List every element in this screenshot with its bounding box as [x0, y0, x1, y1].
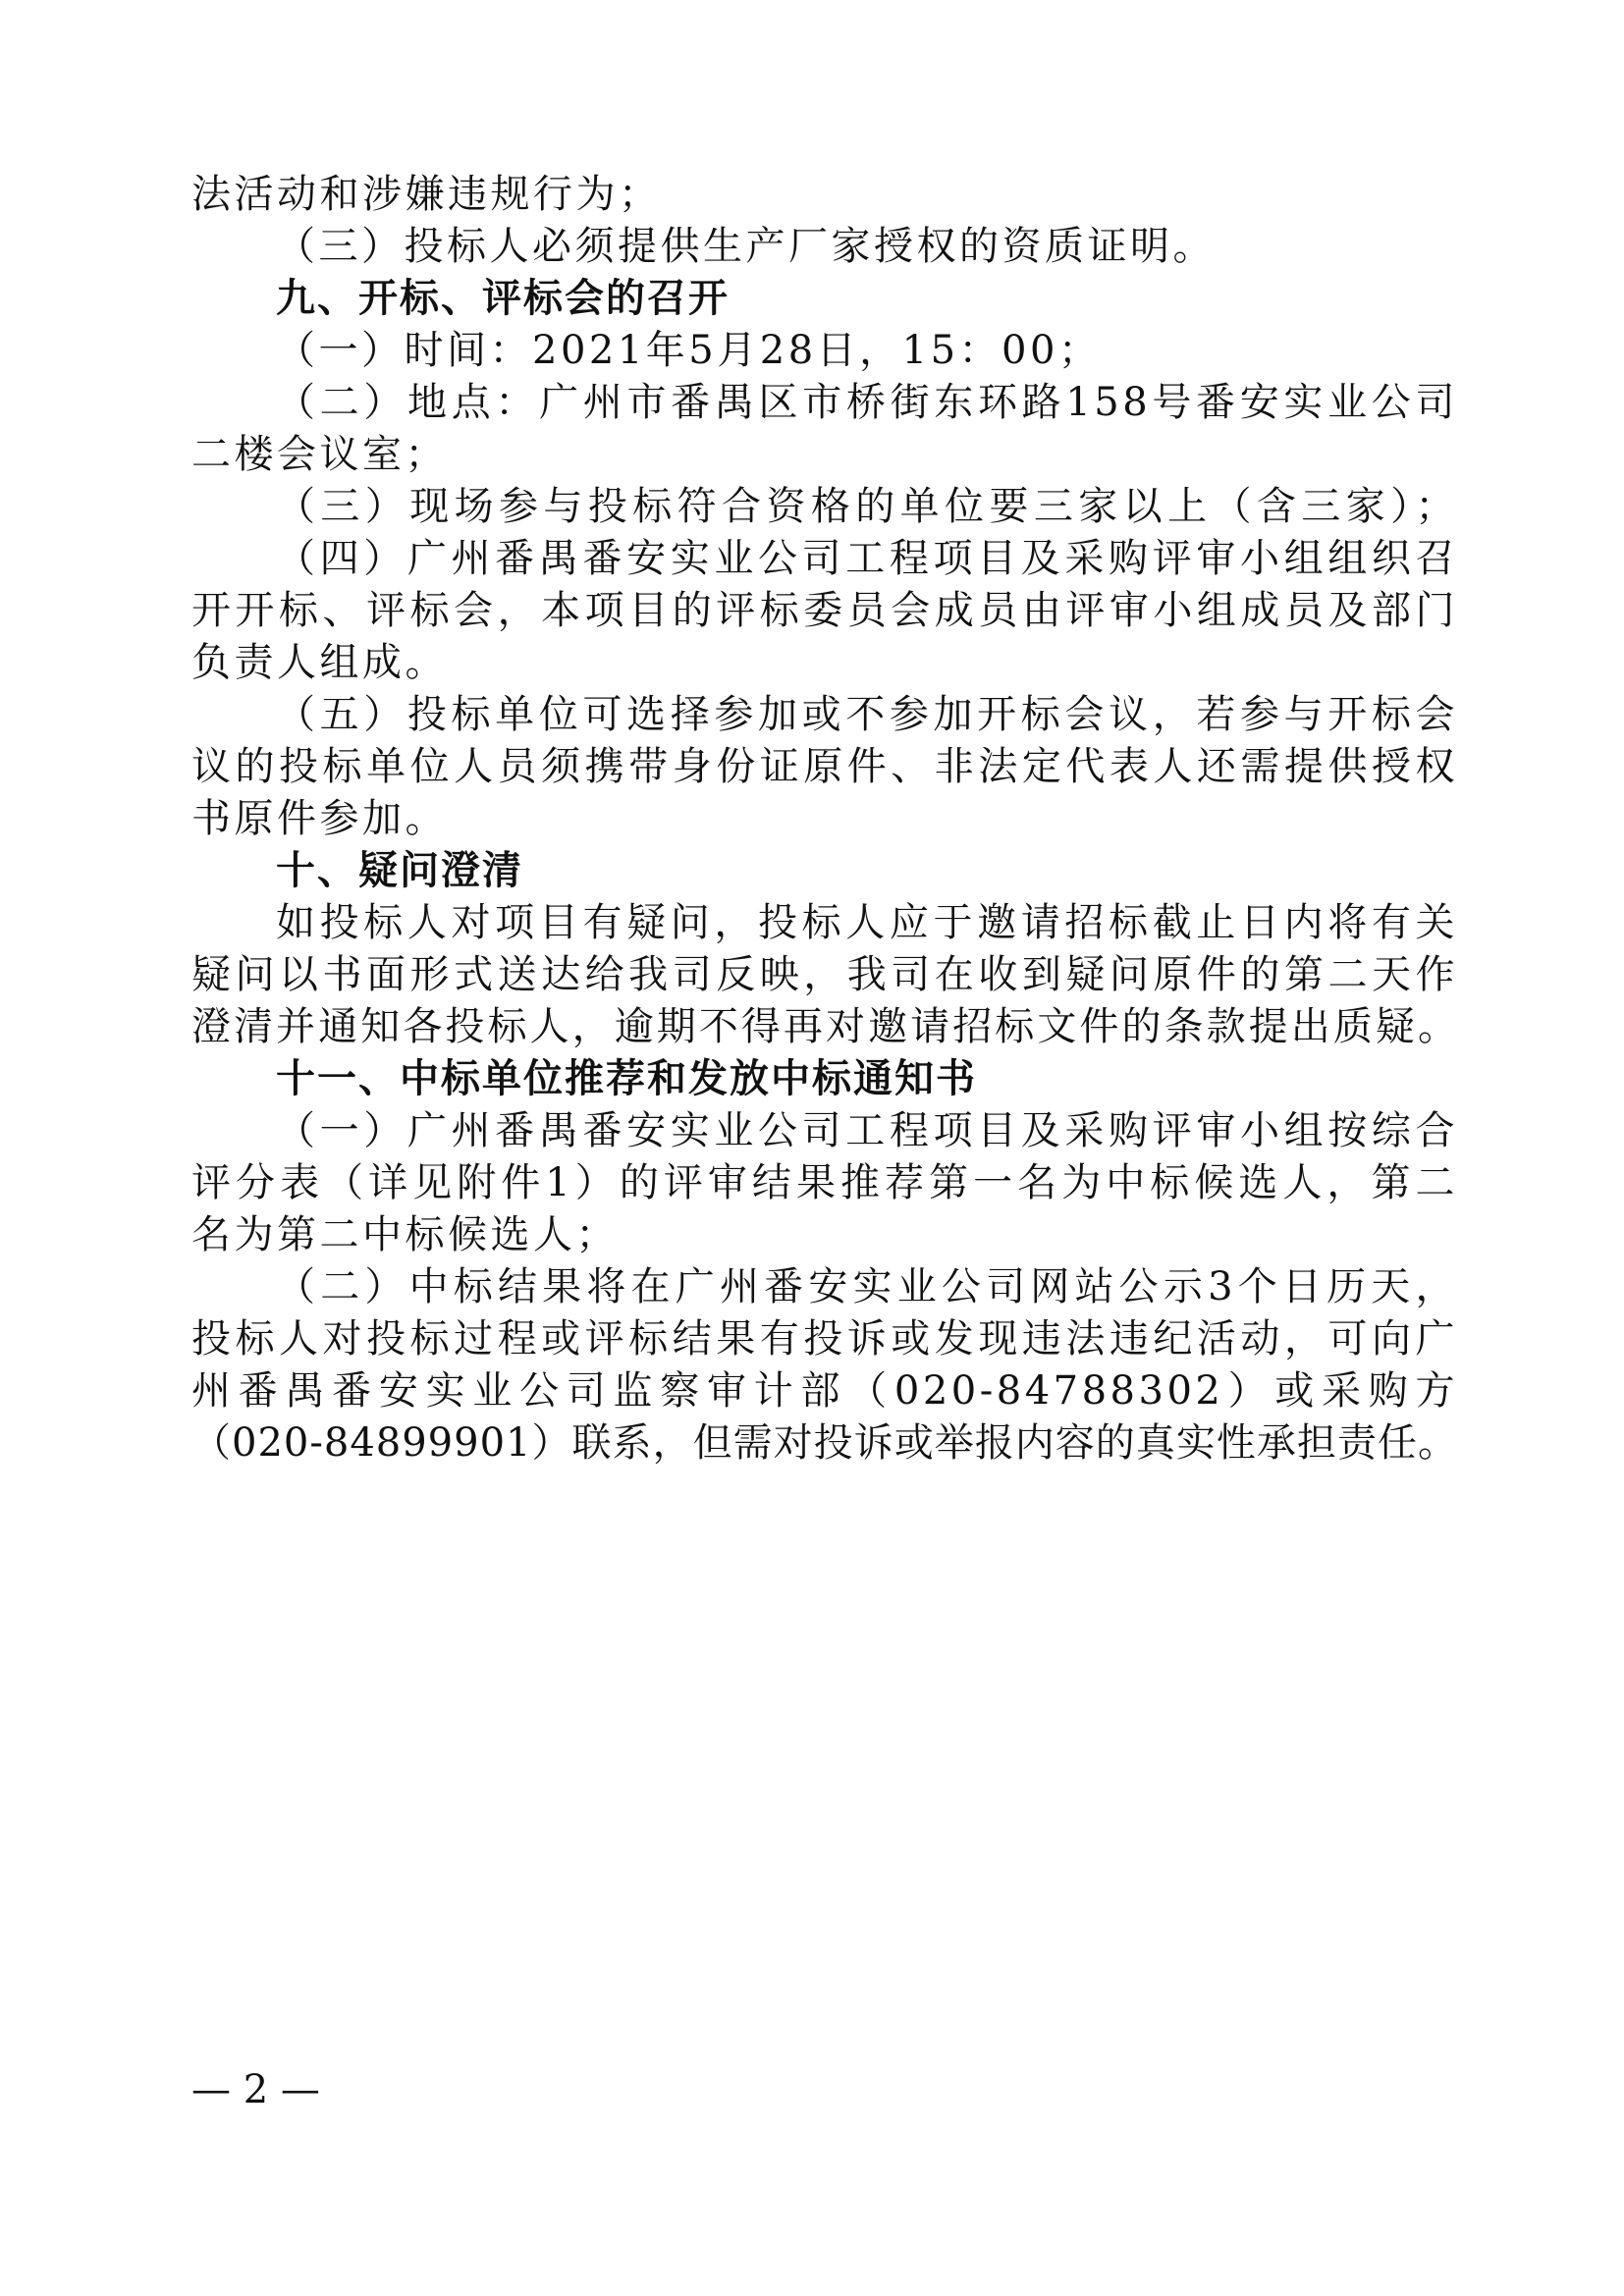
body-line: 法活动和涉嫌违规行为；: [191, 172, 662, 217]
body-line: （020-84899901）联系，但需对投诉或举报内容的真实性承担责任。: [191, 1420, 1458, 1466]
body-line: （三）投标人必须提供生产厂家授权的资质证明。: [276, 224, 1216, 269]
body-line: （一）广州番禺番安实业公司工程项目及采购评审小组按综合: [276, 1108, 1458, 1153]
body-line: （五）投标单位可选择参加或不参加开标会议，若参与开标会: [276, 692, 1458, 737]
body-line: （三）现场参与投标符合资格的单位要三家以上（含三家）；: [276, 484, 1458, 529]
section-heading: 十、疑问澄清: [276, 848, 523, 893]
body-line: （四）广州番禺番安实业公司工程项目及采购评审小组组织召: [276, 536, 1458, 581]
body-line: （一）时间：2021年5月28日，15：00；: [276, 328, 1102, 373]
body-line: （二）地点：广州市番禺区市桥街东环路158号番安实业公司: [276, 380, 1458, 425]
body-line: 澄清并通知各投标人，逾期不得再对邀请招标文件的条款提出质疑。: [191, 1004, 1458, 1049]
body-line: 州番禺番安实业公司监察审计部（020-84788302）或采购方: [191, 1368, 1458, 1414]
body-line: 疑问以书面形式送达给我司反映，我司在收到疑问原件的第二天作: [191, 952, 1458, 997]
body-line: 议的投标单位人员须携带身份证原件、非法定代表人还需提供授权: [191, 744, 1458, 789]
body-line: 投标人对投标过程或评标结果有投诉或发现违法违纪活动，可向广: [191, 1316, 1458, 1362]
body-line: 二楼会议室；: [191, 432, 448, 477]
page-number: — 2 —: [191, 2067, 320, 2112]
body-line: 如投标人对项目有疑问，投标人应于邀请招标截止日内将有关: [276, 900, 1458, 945]
body-line: 书原件参加。: [191, 796, 448, 841]
body-line: 评分表（详见附件1）的评审结果推荐第一名为中标候选人，第二: [191, 1160, 1458, 1205]
body-line: 开开标、评标会，本项目的评标委员会成员由评审小组成员及部门: [191, 588, 1458, 633]
section-heading: 十一、中标单位推荐和发放中标通知书: [276, 1056, 977, 1101]
section-heading: 九、开标、评标会的召开: [276, 276, 730, 321]
body-line: （二）中标结果将在广州番安实业公司网站公示3个日历天，: [276, 1264, 1458, 1309]
body-line: 负责人组成。: [191, 640, 448, 685]
body-line: 名为第二中标候选人；: [191, 1212, 619, 1257]
